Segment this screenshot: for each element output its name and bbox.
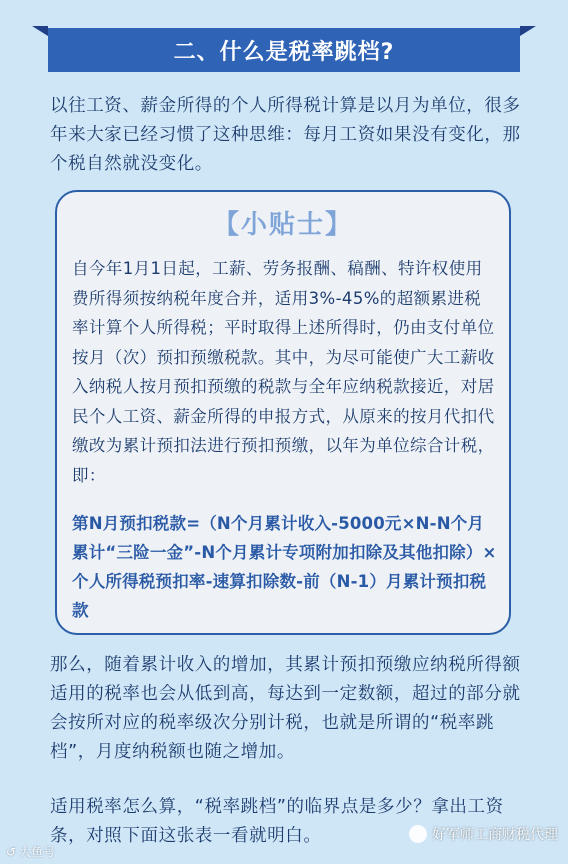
tip-body: 自今年1月1日起，工薪、劳务报酬、稿酬、特许权使用费所得须按纳税年度合并，适用3%-45%的超额累进税率计算个人所得税；平时取得上述所得时，仍由支付单位按月（次）预扣预缴税款。其中，为尽可能使广大工薪收入纳税人按月预扣预缴的税款与全年应纳税款接近，对居民个人工资、薪金所得的申报方式，从原来的按月代扣代缴改为累计预扣法进行预扣预缴，以年为单位综合计税，即：: [72, 259, 495, 485]
tip-formula: 第N月预扣税款=（N个月累计收入-5000元×N-N个月累计“三险一金”-N个月累计专项附加扣除及其他扣除）×个人所得税预扣率-速算扣除数-前（N-1）月累计预扣税款: [72, 514, 497, 620]
tip-title: 【小贴士】: [212, 210, 353, 240]
intro-paragraph: 以往工资、薪金所得的个人所得税计算是以月为单位，很多年来大家已经习惯了这种思维：每月工资如果没有变化，那个税自然就没变化。: [50, 96, 521, 174]
tip-box: [55, 190, 511, 635]
closing-paragraph: 适用税率怎么算，“税率跳档”的临界点是多少？拿出工资条，对照下面这张表一看就明白。: [50, 797, 504, 846]
tax-bracket-paragraph: 那么，随着累计收入的增加，其累计预扣预缴应纳税所得额适用的税率也会从低到高，每达到一定数额，超过的部分就会按所对应的税率级次分别计税，也就是所谓的“税率跳档”，月度纳税额也随之增加。: [50, 655, 521, 762]
section-title: 二、什么是税率跳档?: [48, 28, 520, 72]
watermark-right-text: 好军师工商财税代理: [432, 827, 558, 843]
watermark-right: [409, 824, 558, 844]
watermark-left-text: 大鱼号: [19, 845, 56, 859]
banner-fold-left: [32, 26, 48, 36]
account-avatar-icon: [409, 825, 427, 843]
watermark-logo-icon: ↺: [6, 844, 17, 859]
watermark-left: [6, 843, 55, 860]
banner-fold-right: [520, 26, 536, 36]
section-banner: [32, 16, 536, 76]
